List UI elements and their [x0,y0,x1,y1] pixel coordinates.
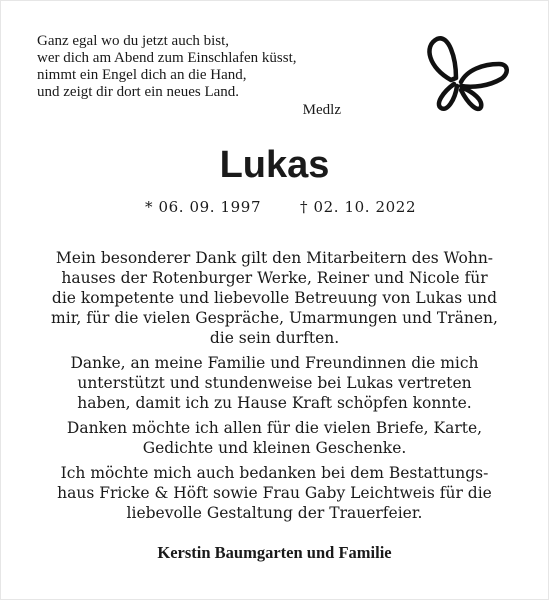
poem-line: wer dich am Abend zum Einschlafen küsst, [37,50,297,66]
poem-line: Ganz egal wo du jetzt auch bist, [37,33,230,49]
deceased-name: Lukas [219,144,330,186]
poem-line: nimmt ein Engel dich an die Hand, [37,67,247,83]
poem-author: Medlz [302,102,341,118]
butterfly-icon [423,34,511,114]
message-paragraph [28,418,521,458]
message-line: Danke, an meine Familie und Freundinnen die mich [70,354,479,372]
message-line: mir, für die vielen Gespräche, Umarmungen und Tränen, [51,309,498,327]
message-line: liebevolle Gestaltung der Trauerfeier. [126,504,423,522]
birth-date: * 06. 09. 1997 [145,198,262,216]
message-paragraph [28,463,521,523]
message-paragraph [28,353,521,413]
death-date: † 02. 10. 2022 [300,198,417,216]
message-paragraph [28,248,521,348]
message-line: haben, damit ich zu Hause Kraft schöpfen konnte. [77,394,472,412]
signature: Kerstin Baumgarten und Familie [157,543,392,562]
message-line: die sein durften. [209,329,340,347]
message-line: hauses der Rotenburger Werke, Reiner und Nicole für [61,269,488,287]
message-line: Mein besonderer Dank gilt den Mitarbeitern des Wohn- [55,249,494,267]
thank-you-message [28,248,521,528]
message-line: Danken möchte ich allen für die vielen Briefe, Karte, [66,419,483,437]
poem [37,33,367,119]
message-line: Gedichte und kleinen Geschenke. [142,439,407,457]
message-line: haus Fricke & Höft sowie Frau Gaby Leichtweis für die [57,484,492,502]
message-line: unterstützt und stundenweise bei Lukas vertreten [77,374,472,392]
life-dates [0,195,549,219]
message-line: die kompetente und liebevolle Betreuung von Lukas und [51,289,498,307]
poem-line: und zeigt dir dort ein neues Land. [37,84,240,100]
message-line: Ich möchte mich auch bedanken bei dem Bestattungs- [60,464,489,482]
